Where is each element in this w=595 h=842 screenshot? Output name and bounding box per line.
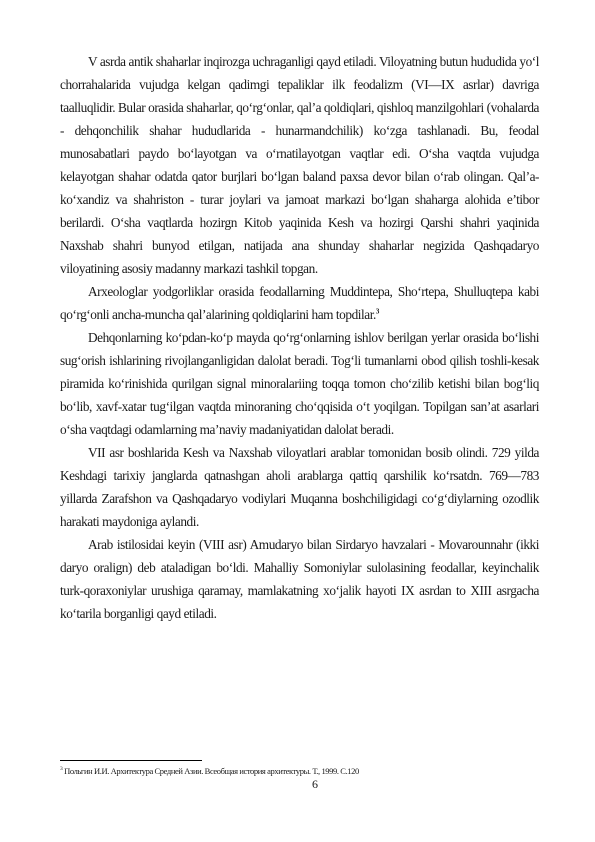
paragraph-3: Dehqonlarning ko‘pdan-ko‘p mayda qo‘rg‘onlarning ishlov berilgan yerlar orasida bo‘lishi sug‘orish ishlarining rivojlanganligidan dalolat beradi. Tog‘li tumanlarni obod qilish toshli-kesak piramida ko‘rinishida qurilgan signal minoralariing toqqa tomon cho‘zilib ketishi bilan bog‘liq bo‘lib, xavf-xatar tug‘ilgan vaqtda minoraning cho‘qqisida o‘t yoqilgan. Topilgan san’at asarlari o‘sha vaqtdagi odamlarning ma’naviy madaniyatidan dalolat beradi. [60, 330, 539, 437]
footnote-divider [60, 760, 202, 761]
footnote [60, 764, 359, 777]
paragraph-4: VII asr boshlarida Kesh va Naxshab viloyatlari arablar tomonidan bosib olindi. 729 yilda Keshdagi tarixiy janglarda qatnashgan aholi arablarga qattiq qarshilik ko‘rsatdn. 769—783 yillarda Zarafshon va Qashqadaryo vodiylari Muqanna boshchiligidagi co‘g‘diylarning ozodlik harakati maydoniga aylandi. [60, 445, 539, 529]
page-number: 6 [312, 777, 318, 791]
paragraph-1: V asrda antik shaharlar inqirozga uchraganligi qayd etiladi. Viloyatning butun hududida yo‘l chorrahalarida vujudga kelgan qadimgi tepaliklar ilk feodalizm (VI—IX asrlar) davriga taalluqlidir. Bular orasida shaharlar, qo‘rg‘onlar, qal’a qoldiqlari, qishloq manzilgohlari (vohalarda - dehqonchilik shahar hududlarida - hunarmandchilik) ko‘zga tashlanadi. Bu, feodal munosabatlari paydo bo‘layotgan va o‘rnatilayotgan vaqtlar edi. O‘sha vaqtda vujudga kelayotgan shahar odatda qator burjlari bo‘lgan baland paxsa devor bilan o‘rab olingan. Qal’a-ko‘xandiz va shahriston - turar joylari va jamoat markazi bo‘lgan shaharga alohida e’tibor berilardi. O‘sha vaqtlarda hozirgn Kitob yaqinida Kesh va hozirgi Qarshi shahri yaqinida Naxshab shahri bunyod etilgan, natijada ana shunday shaharlar negizida Qashqadaryo viloyatining asosiy madanny markazi tashkil topgan. [60, 54, 539, 276]
paragraph-2-text: Arxeologlar yodgorliklar orasida feodallarning Muddintepa, Sho‘rtepa, Shulluqtepa kabi qo‘rg‘onli ancha-muncha qal’alarining qoldiqlarini ham topdilar. [60, 284, 539, 322]
footnote-reference[interactable]: 3 [375, 307, 380, 316]
body-text [60, 50, 539, 625]
paragraph-2 [60, 280, 539, 326]
paragraph-5: Arab istilosidai keyin (VIII asr) Amudaryo bilan Sirdaryo havzalari - Movarounnahr (ikki daryo oralign) deb ataladigan bo‘ldi. Mahalliy Somoniylar sulolasining feodallar, keyinchalik turk-qoraxoniylar urushiga qaramay, mamlakatning xo‘jalik hayoti IX asrdan to XIII asrgacha ko‘tarila borganligi qayd etiladi. [60, 537, 539, 621]
footnote-mark: 3 [60, 766, 63, 772]
footnote-text: Польгин И.И. Архитектура Средней Азии. Всеобщая история архитектуры. Т., 1999. С.120 [64, 765, 359, 776]
